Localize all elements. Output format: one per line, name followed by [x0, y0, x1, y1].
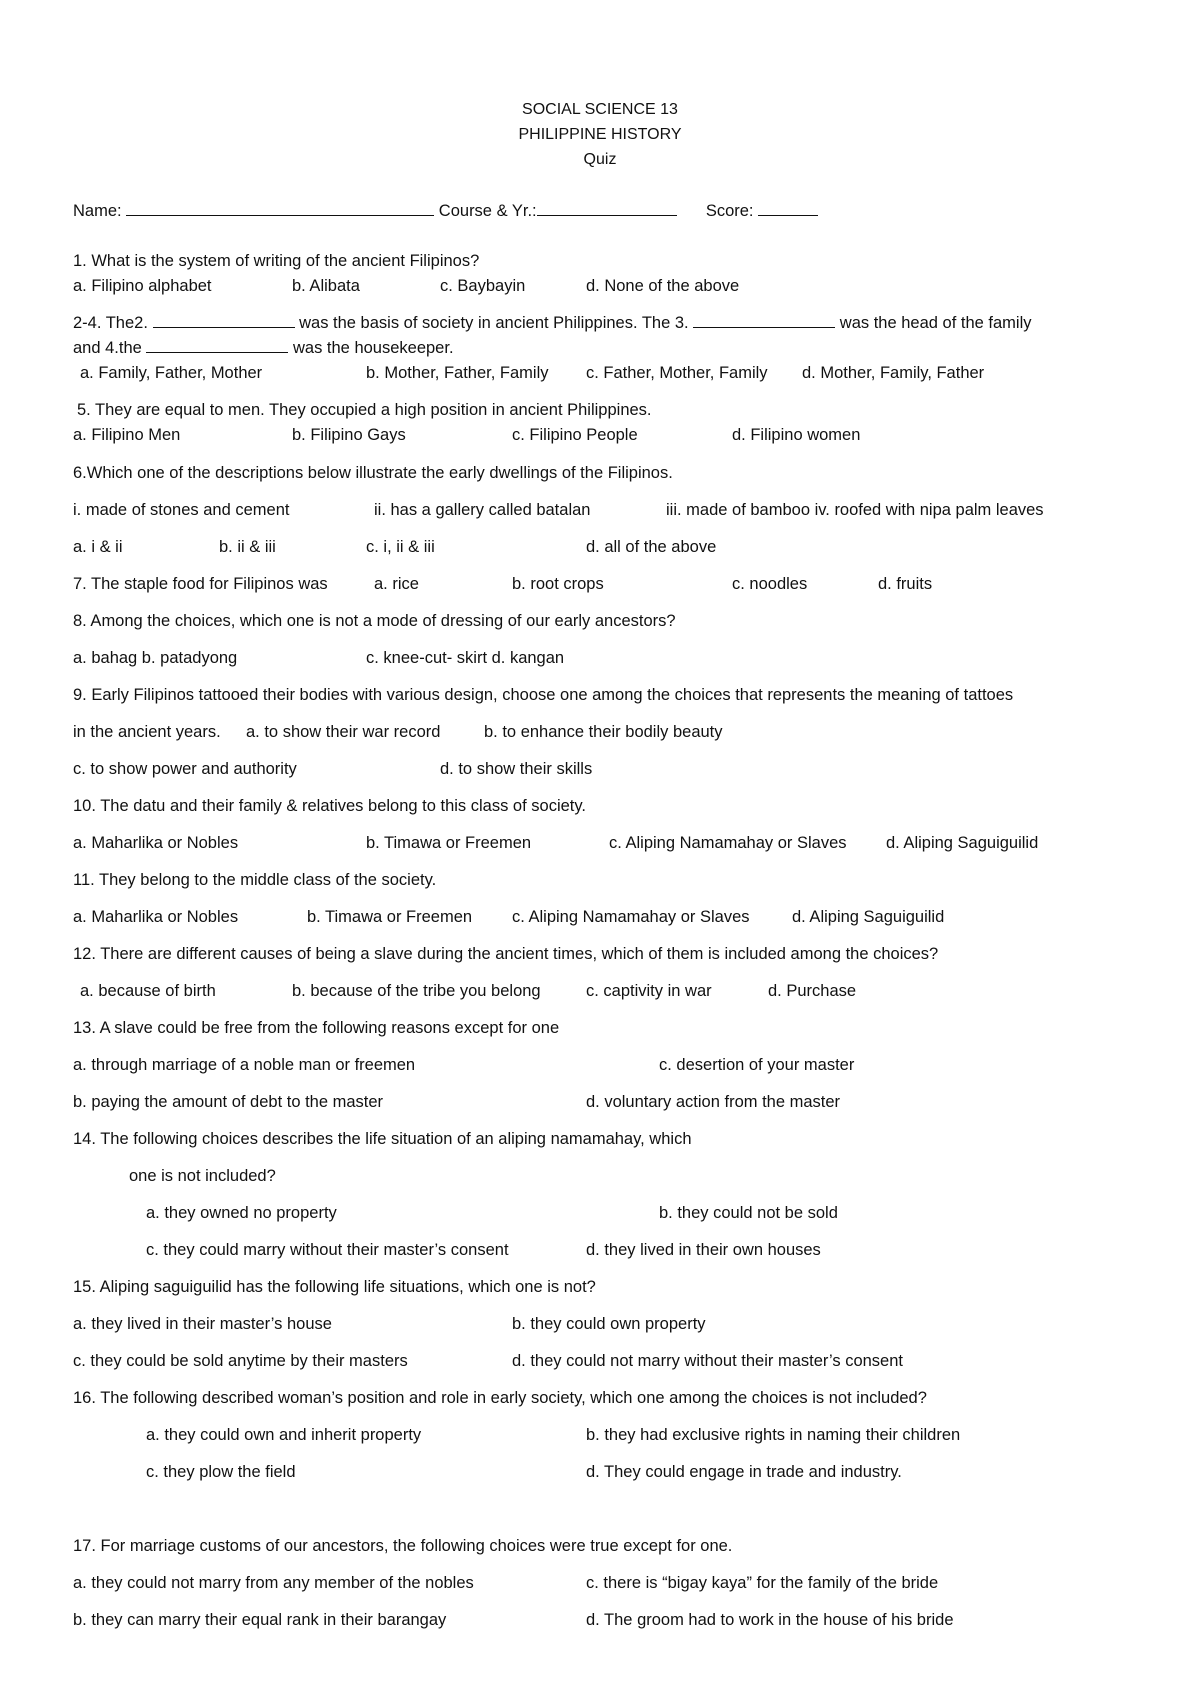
- q17-choice-c: c. there is “bigay kaya” for the family of the bride: [586, 1574, 939, 1592]
- q16-choice-d: d. They could engage in trade and industry.: [586, 1463, 902, 1481]
- q10-choice-c: c. Aliping Namamahay or Slaves: [609, 834, 847, 852]
- q15-choice-b: b. they could own property: [512, 1315, 706, 1333]
- q15-choice-d: d. they could not marry without their master’s consent: [512, 1352, 903, 1370]
- q7-choice-c: c. noodles: [732, 575, 808, 593]
- q12-choice-d: d. Purchase: [768, 982, 857, 1000]
- q16-choice-b: b. they had exclusive rights in naming their children: [586, 1426, 961, 1444]
- question-14-cont: one is not included?: [129, 1167, 276, 1185]
- q1-choice-d: d. None of the above: [586, 277, 740, 295]
- q6-item-ii: ii. has a gallery called batalan: [374, 501, 591, 519]
- q7-choice-d: d. fruits: [878, 575, 933, 593]
- q2-choice-b: b. Mother, Father, Family: [366, 364, 549, 382]
- question-8: 8. Among the choices, which one is not a mode of dressing of our early ancestors?: [73, 612, 676, 630]
- question-11: 11. They belong to the middle class of the society.: [73, 871, 437, 889]
- q15-choice-a: a. they lived in their master’s house: [73, 1315, 332, 1333]
- q15-choice-c: c. they could be sold anytime by their masters: [73, 1352, 408, 1370]
- q5-choice-b: b. Filipino Gays: [292, 426, 406, 444]
- score-blank[interactable]: [758, 201, 818, 216]
- question-17: 17. For marriage customs of our ancestors, the following choices were true except for one.: [73, 1537, 733, 1555]
- q17-choice-d: d. The groom had to work in the house of his bride: [586, 1611, 954, 1629]
- q5-choice-a: a. Filipino Men: [73, 426, 181, 444]
- question-13: 13. A slave could be free from the following reasons except for one: [73, 1019, 560, 1037]
- q13-choice-c: c. desertion of your master: [659, 1056, 855, 1074]
- q14-choice-b: b. they could not be sold: [659, 1204, 838, 1222]
- q10-choice-b: b. Timawa or Freemen: [366, 834, 532, 852]
- question-15: 15. Aliping saguiguilid has the following life situations, which one is not?: [73, 1278, 596, 1296]
- q14-choice-d: d. they lived in their own houses: [586, 1241, 821, 1259]
- q5-choice-c: c. Filipino People: [512, 426, 638, 444]
- name-blank[interactable]: [126, 201, 434, 216]
- question-2-4-cont: and 4.the was the housekeeper.: [73, 339, 454, 357]
- student-info-line: [73, 201, 818, 221]
- blank-2[interactable]: [153, 313, 295, 328]
- q14-choice-a: a. they owned no property: [146, 1204, 337, 1222]
- question-9-cont: in the ancient years.: [73, 723, 221, 741]
- question-6: 6.Which one of the descriptions below illustrate the early dwellings of the Filipinos.: [73, 464, 673, 482]
- q13-choice-a: a. through marriage of a noble man or freemen: [73, 1056, 416, 1074]
- question-12: 12. There are different causes of being a slave during the ancient times, which of them is included among the choices?: [73, 945, 939, 963]
- q12-choice-b: b. because of the tribe you belong: [292, 982, 541, 1000]
- q6-choice-c: c. i, ii & iii: [366, 538, 435, 556]
- q16-choice-a: a. they could own and inherit property: [146, 1426, 422, 1444]
- q9-choice-b: b. to enhance their bodily beauty: [484, 723, 723, 741]
- blank-3[interactable]: [693, 313, 835, 328]
- q11-choice-d: d. Aliping Saguiguilid: [792, 908, 945, 926]
- q7-choice-a: a. rice: [374, 575, 419, 593]
- q11-choice-b: b. Timawa or Freemen: [307, 908, 473, 926]
- q17-choice-b: b. they can marry their equal rank in their barangay: [73, 1611, 447, 1629]
- q6-choice-b: b. ii & iii: [219, 538, 276, 556]
- q7-choice-b: b. root crops: [512, 575, 604, 593]
- q11-choice-a: a. Maharlika or Nobles: [73, 908, 239, 926]
- q10-choice-a: a. Maharlika or Nobles: [73, 834, 239, 852]
- q11-choice-c: c. Aliping Namamahay or Slaves: [512, 908, 750, 926]
- q1-choice-c: c. Baybayin: [440, 277, 526, 295]
- q17-choice-a: a. they could not marry from any member of the nobles: [73, 1574, 474, 1592]
- quiz-title: Quiz: [583, 151, 617, 168]
- q12-choice-c: c. captivity in war: [586, 982, 712, 1000]
- q10-choice-d: d. Aliping Saguiguilid: [886, 834, 1039, 852]
- question-10: 10. The datu and their family & relatives belong to this class of society.: [73, 797, 586, 815]
- q6-choice-d: d. all of the above: [586, 538, 717, 556]
- q2-choice-c: c. Father, Mother, Family: [586, 364, 768, 382]
- question-2-4: 2-4. The2. was the basis of society in ancient Philippines. The 3. was the head of the family: [73, 314, 1032, 332]
- course-label: Course & Yr.:: [438, 202, 537, 220]
- q13-choice-b: b. paying the amount of debt to the master: [73, 1093, 384, 1111]
- q8-choice-a-b: a. bahag b. patadyong: [73, 649, 238, 667]
- q9-choice-c: c. to show power and authority: [73, 760, 297, 778]
- blank-4[interactable]: [146, 338, 288, 353]
- subject-title: PHILIPPINE HISTORY: [518, 126, 682, 143]
- q2-choice-d: d. Mother, Family, Father: [802, 364, 985, 382]
- question-9: 9. Early Filipinos tattooed their bodies with various design, choose one among the choices that represents the meaning of tattoes: [73, 686, 1014, 704]
- question-14: 14. The following choices describes the life situation of an aliping namamahay, which: [73, 1130, 692, 1148]
- q8-choice-c-d: c. knee-cut- skirt d. kangan: [366, 649, 565, 667]
- name-label: Name:: [73, 202, 122, 220]
- score-label: Score:: [705, 202, 754, 220]
- q5-choice-d: d. Filipino women: [732, 426, 861, 444]
- q12-choice-a: a. because of birth: [80, 982, 216, 1000]
- q2-choice-a: a. Family, Father, Mother: [80, 364, 263, 382]
- q6-choice-a: a. i & ii: [73, 538, 123, 556]
- q9-choice-d: d. to show their skills: [440, 760, 593, 778]
- q1-choice-b: b. Alibata: [292, 277, 360, 295]
- course-blank[interactable]: [537, 201, 677, 216]
- q13-choice-d: d. voluntary action from the master: [586, 1093, 841, 1111]
- course-title: SOCIAL SCIENCE 13: [522, 101, 678, 118]
- q1-choice-a: a. Filipino alphabet: [73, 277, 212, 295]
- question-5: 5. They are equal to men. They occupied a high position in ancient Philippines.: [77, 401, 652, 419]
- q9-choice-a: a. to show their war record: [246, 723, 441, 741]
- question-1: 1. What is the system of writing of the ancient Filipinos?: [73, 252, 480, 270]
- q6-item-iii-iv: iii. made of bamboo iv. roofed with nipa palm leaves: [666, 501, 1044, 519]
- q6-item-i: i. made of stones and cement: [73, 501, 290, 519]
- q16-choice-c: c. they plow the field: [146, 1463, 296, 1481]
- question-16: 16. The following described woman’s position and role in early society, which one among the choices is not included?: [73, 1389, 927, 1407]
- q14-choice-c: c. they could marry without their master’s consent: [146, 1241, 509, 1259]
- question-7: 7. The staple food for Filipinos was: [73, 575, 328, 593]
